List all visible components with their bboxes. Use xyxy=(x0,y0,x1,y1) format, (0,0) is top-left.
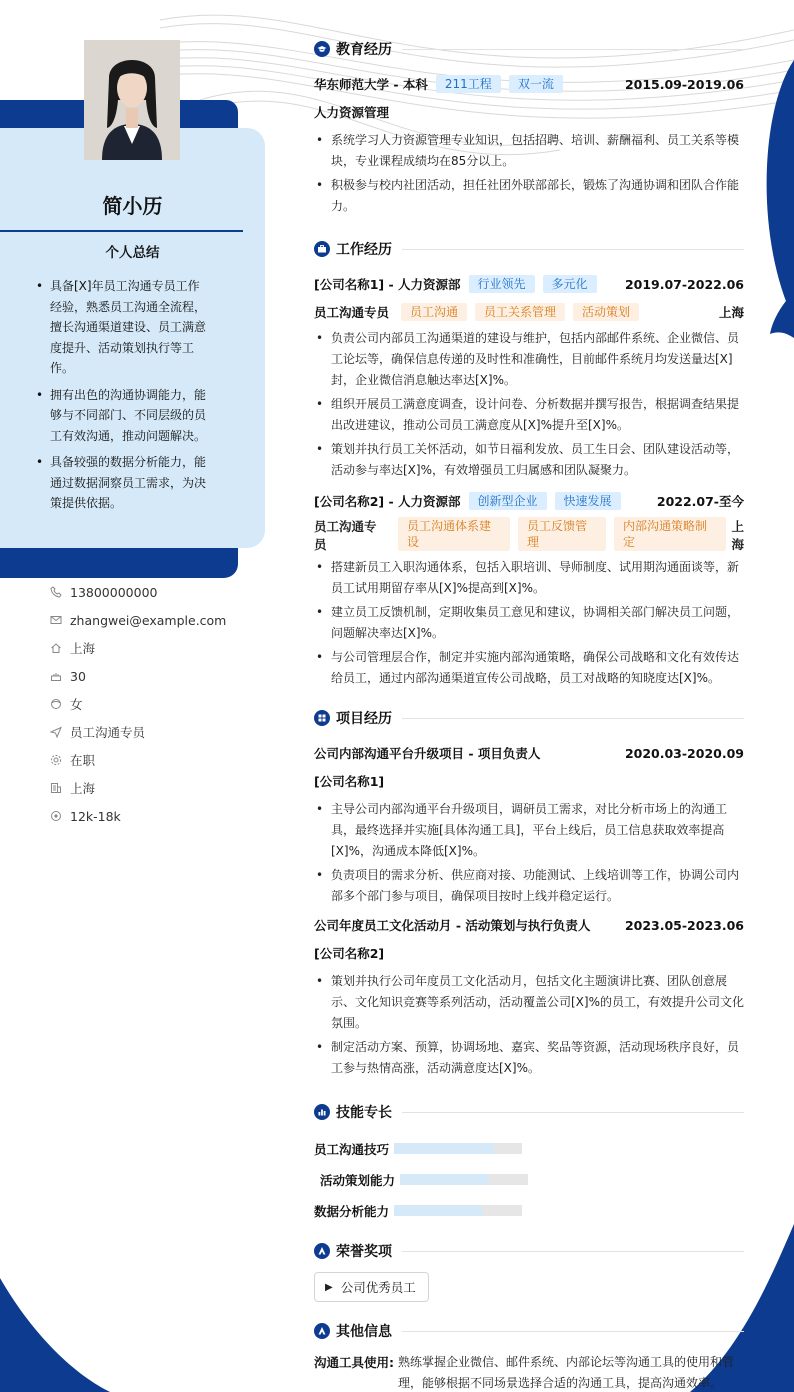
skill-bar-fill xyxy=(400,1174,488,1185)
status-icon xyxy=(50,754,70,766)
contact-list xyxy=(50,578,226,830)
contact-phone xyxy=(50,578,226,606)
job-role: 员工沟通专 员 xyxy=(314,519,377,552)
skill-bar-fill xyxy=(394,1205,482,1216)
bullet-item: • 主导公司内部沟通平台升级项目，调研员工需求，对比分析市场上的沟通工具，最终选择并实施[具体沟通工具]，平台上线后，员工信息获取效率提高[X]%，沟通成本降低[X]%。 xyxy=(314,799,744,862)
bullet-item: • 搭建新员工入职沟通体系，包括入职培训、导师制度、试用期沟通面谈等，新员工试用期留存率从[X]%提高到[X]%。 xyxy=(314,557,744,599)
skill-tag: 员工反馈管 理 xyxy=(518,517,606,551)
grid-icon xyxy=(314,710,330,726)
project-header xyxy=(314,739,744,767)
phone-text: 13800000000 xyxy=(70,584,158,600)
major-name: 人力资源管理 xyxy=(314,105,390,120)
company-tag: 行业领先 xyxy=(469,275,535,293)
skill-item xyxy=(320,1164,535,1195)
awards-list xyxy=(314,1272,744,1302)
contact-address xyxy=(50,634,226,662)
education-tag: 双一流 xyxy=(509,75,563,93)
section-divider xyxy=(402,1112,744,1113)
job-role-row xyxy=(314,517,744,555)
contact-gender xyxy=(50,690,226,718)
education-date: 2015.09-2019.06 xyxy=(624,76,744,92)
skill-item xyxy=(314,1195,529,1226)
section-divider xyxy=(402,718,744,719)
awards-header xyxy=(314,1238,744,1264)
skill-bar xyxy=(400,1174,528,1185)
bullet-item: • 负责项目的需求分析、供应商对接、功能测试、上线培训等工作，协调公司内部多个部门参与项目，确保项目按时上线并稳定运行。 xyxy=(314,865,744,907)
job-city: 上海 xyxy=(718,305,744,320)
award-item xyxy=(314,1272,429,1302)
projects-header xyxy=(314,705,744,731)
job-city: 上 海 xyxy=(731,519,744,552)
send-icon xyxy=(50,726,70,738)
education-row xyxy=(314,70,744,98)
age-icon xyxy=(50,670,70,682)
summary-item: • 具备较强的数据分析能力，能通过数据洞察员工需求，为决策提供依据。 xyxy=(50,452,210,514)
job-role-row xyxy=(314,298,744,326)
section-divider xyxy=(402,1331,744,1332)
skill-tag: 员工沟通 xyxy=(401,303,467,321)
contact-salary xyxy=(50,802,226,830)
summary-list xyxy=(50,276,210,520)
major-row xyxy=(314,98,744,126)
skill-name: 活动策划能力 xyxy=(320,1172,396,1188)
summary-title: 个人总结 xyxy=(105,245,160,261)
bullet-item: • 积极参与校内社团活动，担任社团外联部部长，锻炼了沟通协调和团队合作能力。 xyxy=(314,175,744,217)
email-text: zhangwei@example.com xyxy=(70,612,227,628)
bullet-item: • 策划并执行公司年度员工文化活动月，包括文化主题演讲比赛、团队创意展示、文化知识竞赛等系列活动，活动覆盖公司[X]%的员工，有效提升公司文化氛围。 xyxy=(314,971,744,1034)
city-text: 上海 xyxy=(70,781,96,796)
project-date: 2020.03-2020.09 xyxy=(624,745,744,761)
skill-name: 员工沟通技巧 xyxy=(314,1141,390,1157)
company-tag: 快速发展 xyxy=(555,492,621,510)
project-company: [公司名称2] xyxy=(314,946,385,961)
bullet-item: • 制定活动方案、预算，协调场地、嘉宾、奖品等资源，活动现场秩序良好，员工参与热情高涨，活动满意度达[X]%。 xyxy=(314,1037,744,1079)
contact-city xyxy=(50,774,226,802)
education-tag: 211工程 xyxy=(436,75,501,93)
project-date: 2023.05-2023.06 xyxy=(624,917,744,933)
project-company-row xyxy=(314,767,744,795)
salary-text: 12k-18k xyxy=(70,808,121,824)
section-title: 其他信息 xyxy=(336,1324,392,1340)
age-text: 30 xyxy=(70,668,86,684)
main-content xyxy=(314,36,744,1392)
project-name: 公司年度员工文化活动月 - 活动策划与执行负责人 xyxy=(314,918,591,933)
bullet-item: • 组织开展员工满意度调查，设计问卷、分析数据并撰写报告，根据调查结果提出改进建议，推动公司员工满意度从[X]%提升至[X]%。 xyxy=(314,394,744,436)
gender-icon xyxy=(50,698,70,710)
project-header xyxy=(314,911,744,939)
project-company: [公司名称1] xyxy=(314,774,385,789)
profile-photo xyxy=(84,40,180,160)
salary-icon xyxy=(50,810,70,822)
job-date: 2019.07-2022.06 xyxy=(624,276,744,292)
mail-icon xyxy=(50,614,70,626)
project-company-row xyxy=(314,939,744,967)
briefcase-icon xyxy=(314,241,330,257)
profile-name: 简小历 xyxy=(102,194,163,218)
bullet-item: • 与公司管理层合作，制定并实施内部沟通策略，确保公司战略和文化有效传达给员工，通过内部沟通渠道宣传公司战略，员工对战略的知晓度达[X]%。 xyxy=(314,647,744,689)
address-text: 上海 xyxy=(70,641,96,656)
education-bullets xyxy=(314,130,744,217)
skill-item xyxy=(314,1133,529,1164)
skill-tag: 内部沟通策略制 定 xyxy=(614,517,726,551)
skill-tag: 员工沟通体系建 设 xyxy=(398,517,510,551)
phone-icon xyxy=(50,586,70,598)
contact-age xyxy=(50,662,226,690)
job-bullets xyxy=(314,557,744,689)
other-label: 沟通工具使用: xyxy=(314,1355,394,1370)
contact-email xyxy=(50,606,226,634)
name-divider xyxy=(0,230,243,232)
company-name: [公司名称1] - 人力资源部 xyxy=(314,277,461,292)
bar-chart-icon xyxy=(314,1104,330,1120)
other-info-row xyxy=(314,1352,744,1392)
skill-bar xyxy=(394,1143,522,1154)
graduation-cap-icon xyxy=(314,41,330,57)
bullet-item: • 策划并执行员工关怀活动，如节日福利发放、员工生日会、团队建设活动等，活动参与率达[X]%，有效增强员工归属感和团队凝聚力。 xyxy=(314,439,744,481)
bullet-item: • 系统学习人力资源管理专业知识，包括招聘、培训、薪酬福利、员工关系等模块，专业课程成绩均在85分以上。 xyxy=(314,130,744,172)
section-divider xyxy=(402,1251,744,1252)
section-title: 荣誉奖项 xyxy=(336,1244,392,1260)
skill-bar xyxy=(394,1205,522,1216)
summary-item: • 具备[X]年员工沟通专员工作经验，熟悉员工沟通全流程，擅长沟通渠道建设、员工满意度提升、活动策划执行等工作。 xyxy=(50,276,210,379)
education-header xyxy=(314,36,744,62)
info-icon xyxy=(314,1323,330,1339)
section-divider xyxy=(402,49,744,50)
home-icon xyxy=(50,642,70,654)
section-title: 工作经历 xyxy=(336,242,392,258)
section-title: 技能专长 xyxy=(336,1105,392,1121)
project-bullets xyxy=(314,971,744,1079)
job-header xyxy=(314,270,744,298)
job-header xyxy=(314,487,744,515)
section-divider xyxy=(402,249,744,250)
skill-tag: 员工关系管理 xyxy=(475,303,565,321)
job-role: 员工沟通专员 xyxy=(314,305,390,320)
play-icon: ▶ xyxy=(325,1281,333,1293)
company-name: [公司名称2] - 人力资源部 xyxy=(314,494,461,509)
job-date: 2022.07-至今 xyxy=(656,494,744,509)
other-value: 熟练掌握企业微信、邮件系统、内部论坛等沟通工具的使用和管理，能够根据不同场景选择合适的沟通工具，提高沟通效率。 xyxy=(398,1355,735,1390)
skills-list xyxy=(314,1133,744,1226)
other-header xyxy=(314,1318,744,1344)
skill-name: 数据分析能力 xyxy=(314,1203,390,1219)
skill-tag: 活动策划 xyxy=(573,303,639,321)
project-bullets xyxy=(314,799,744,907)
school-name: 华东师范大学 - 本科 xyxy=(314,77,428,92)
bullet-item: • 负责公司内部员工沟通渠道的建设与维护，包括内部邮件系统、企业微信、员工论坛等，确保信息传递的及时性和准确性，目前邮件系统月均发送量达[X]封，企业微信消息触达率达[X]%。 xyxy=(314,328,744,391)
contact-status xyxy=(50,746,226,774)
skill-bar-fill xyxy=(394,1143,494,1154)
work-header xyxy=(314,236,744,262)
section-title: 教育经历 xyxy=(336,42,392,58)
bullet-item: • 建立员工反馈机制，定期收集员工意见和建议，协调相关部门解决员工问题，问题解决率达[X]%。 xyxy=(314,602,744,644)
contact-position xyxy=(50,718,226,746)
skills-header xyxy=(314,1099,744,1125)
gender-text: 女 xyxy=(70,697,83,712)
company-tag: 多元化 xyxy=(543,275,597,293)
project-name: 公司内部沟通平台升级项目 - 项目负责人 xyxy=(314,746,541,761)
summary-item: • 拥有出色的沟通协调能力，能够与不同部门、不同层级的员工有效沟通，推动问题解决。 xyxy=(50,385,210,447)
award-icon xyxy=(314,1243,330,1259)
building-icon xyxy=(50,782,70,794)
company-tag: 创新型企业 xyxy=(469,492,547,510)
section-title: 项目经历 xyxy=(336,711,392,727)
award-text: 公司优秀员工 xyxy=(340,1280,416,1295)
position-text: 员工沟通专员 xyxy=(70,725,146,740)
status-text: 在职 xyxy=(70,753,96,768)
job-bullets xyxy=(314,328,744,481)
